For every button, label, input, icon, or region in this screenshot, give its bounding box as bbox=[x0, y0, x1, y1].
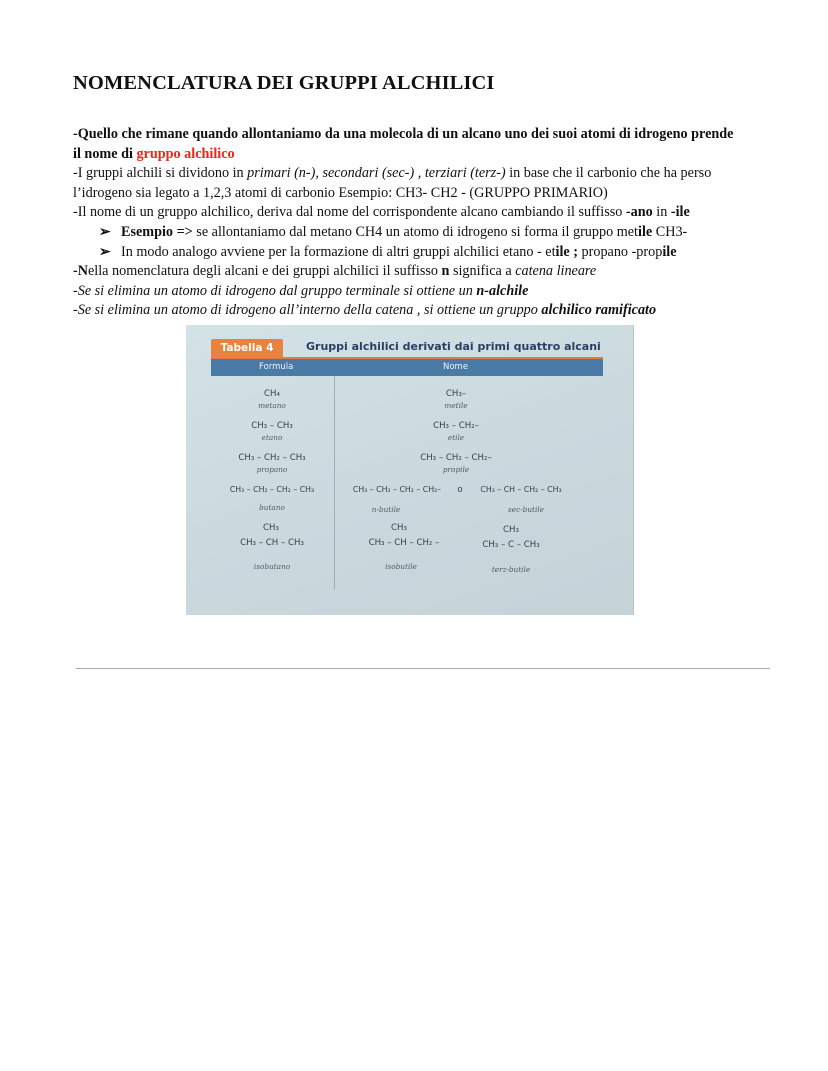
group-name: propile bbox=[442, 465, 470, 474]
paragraph-definition-line2: il nome di gruppo alchilico bbox=[73, 145, 235, 162]
group-cell: CH₃ – C – CH₃ bbox=[482, 540, 540, 550]
branch-label: CH₃ bbox=[503, 525, 519, 535]
branch-label: CH₃ bbox=[391, 523, 407, 533]
formula-name: butano bbox=[259, 503, 285, 512]
highlight-term: gruppo alchilico bbox=[136, 145, 235, 162]
arrow-bullet-icon: ➢ bbox=[99, 223, 111, 240]
branch-label: CH₃ bbox=[263, 523, 279, 533]
group-cell: CH₃ – CH₂ – CH₂ – CH₂– bbox=[352, 485, 442, 494]
paragraph-classes-line2: l’idrogeno sia legato a 1,2,3 atomi di carbonio Esempio: CH3- CH2 - (GRUPPO PRIMARIO) bbox=[73, 184, 608, 201]
formula-name: propano bbox=[256, 465, 288, 474]
group-cell: CH₃ – CH – CH₂ – bbox=[368, 538, 440, 548]
formula-cell: CH₄ bbox=[264, 389, 280, 399]
formula-cell: CH₃ – CH₂ – CH₂ – CH₃ bbox=[229, 485, 315, 494]
paragraph-classes-line1: -I gruppi alchili si dividono in primari (n-), secondari (sec-) , terziari (terz-) in base che il carbonio che ha perso bbox=[73, 165, 712, 182]
formula-cell: CH₃ – CH₃ bbox=[251, 421, 293, 431]
page-title: NOMENCLATURA DEI GRUPPI ALCHILICI bbox=[73, 72, 495, 94]
document-body bbox=[73, 125, 773, 321]
formula-cell: CH₃ – CH – CH₃ bbox=[240, 538, 304, 548]
paragraph-n-prefix: -Nella nomenclatura degli alcani e dei gruppi alchilici il suffisso n significa a catena lineare bbox=[73, 263, 597, 280]
bullet-item: ➢ In modo analogo avviene per la formazione di altri gruppi alchilici etano - etile ; propano -propile bbox=[73, 243, 773, 263]
column-header-formula: Formula bbox=[259, 362, 294, 372]
group-cell: CH₃– bbox=[445, 389, 467, 399]
paragraph-suffix: -Il nome di un gruppo alchilico, deriva dal nome del corrispondente alcano cambiando il suffisso -ano in -ile bbox=[73, 204, 690, 221]
group-name: sec-butile bbox=[508, 505, 544, 514]
table-photo bbox=[186, 325, 634, 615]
group-name: terz-butile bbox=[491, 565, 531, 574]
bullet-item: ➢ Esempio => se allontaniamo dal metano CH4 un atomo di idrogeno si forma il gruppo metile CH3- bbox=[73, 223, 773, 243]
group-name: n-butile bbox=[371, 505, 401, 514]
column-header-nome: Nome bbox=[443, 362, 469, 372]
group-name: metile bbox=[444, 401, 468, 410]
paragraph-ramificato: -Se si elimina un atomo di idrogeno all’interno della catena , si ottiene un gruppo alchilico ramificato bbox=[73, 302, 657, 319]
paragraph-n-alchile: -Se si elimina un atomo di idrogeno dal gruppo terminale si ottiene un n-alchile bbox=[73, 282, 529, 299]
formula-name: metano bbox=[258, 401, 286, 410]
table-caption: Gruppi alchilici derivati dai primi quattro alcani bbox=[306, 340, 601, 353]
or-separator: o bbox=[457, 485, 463, 495]
horizontal-divider bbox=[76, 668, 770, 669]
table-header bbox=[211, 359, 603, 376]
group-cell: CH₃ – CH₂ – CH₂– bbox=[420, 453, 492, 463]
formula-name: isobutano bbox=[253, 562, 291, 571]
arrow-bullet-icon: ➢ bbox=[99, 243, 111, 260]
group-name: isobutile bbox=[385, 562, 417, 571]
table-label: Tabella 4 bbox=[211, 339, 283, 358]
formula-name: etano bbox=[261, 433, 283, 442]
group-cell: CH₃ – CH₂– bbox=[433, 421, 479, 431]
formula-cell: CH₃ – CH₂ – CH₃ bbox=[238, 453, 306, 463]
group-name: etile bbox=[447, 433, 465, 442]
group-cell: CH₃ – CH – CH₂ – CH₃ bbox=[480, 485, 562, 494]
paragraph-definition-line1: -Quello che rimane quando allontaniamo da una molecola di un alcano uno dei suoi atomi di idrogeno prende bbox=[73, 126, 734, 142]
